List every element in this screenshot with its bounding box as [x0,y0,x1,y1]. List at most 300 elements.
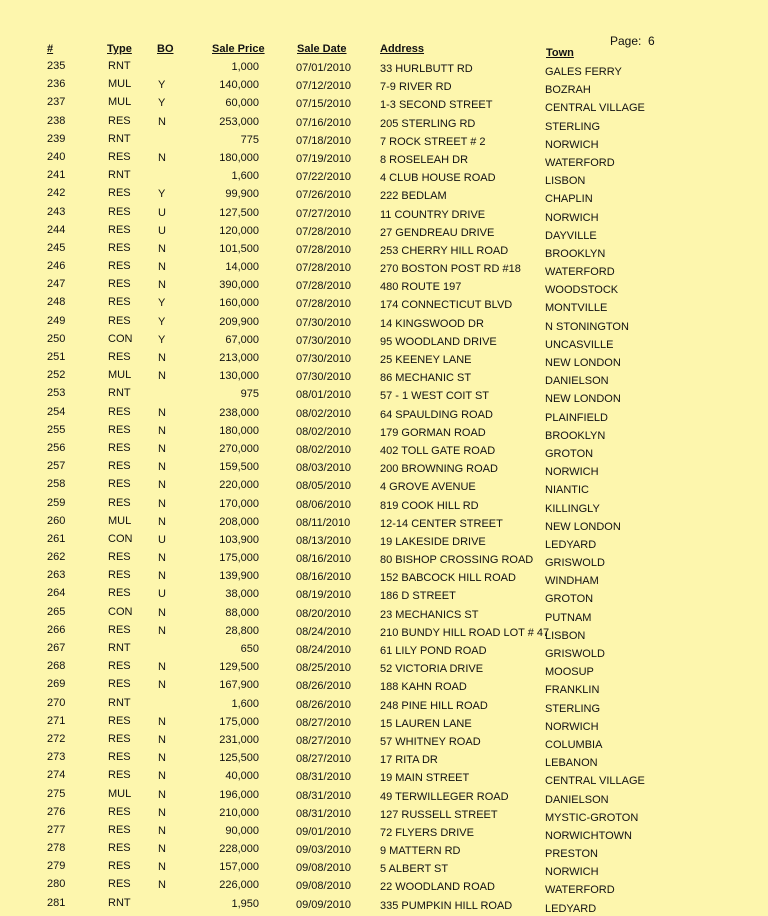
row-type: CON [108,332,133,345]
row-bo: N [158,624,166,637]
row-type: RES [108,878,131,891]
row-address: 27 GENDREAU DRIVE [380,226,495,239]
row-type: RES [108,805,131,818]
row-town: GRISWOLD [545,557,605,570]
row-sale-date: 07/28/2010 [296,298,352,311]
table-row [0,187,768,205]
row-town: NORWICH [545,466,599,479]
row-number: 238 [47,114,66,127]
row-address: 49 TERWILLEGER ROAD [380,790,509,803]
row-sale-price: 159,500 [219,461,259,474]
row-bo: N [158,442,166,455]
row-town: DANIELSON [545,375,609,388]
table-row [0,333,768,351]
row-bo: N [158,242,166,255]
table-row [0,151,768,169]
row-sale-date: 07/30/2010 [296,316,352,329]
row-address: 57 - 1 WEST COIT ST [380,390,490,403]
row-bo: Y [158,188,166,201]
row-type: RES [108,223,131,236]
row-address: 253 CHERRY HILL ROAD [380,244,509,257]
row-bo: N [158,752,166,765]
row-town: LEDYARD [545,538,597,551]
row-sale-price: 170,000 [219,497,259,510]
row-town: NORWICH [545,720,599,733]
row-address: 819 COOK HILL RD [380,499,479,512]
row-type: MUL [108,369,132,382]
row-number: 274 [47,769,66,782]
row-number: 243 [47,205,66,218]
table-row [0,842,768,860]
row-address: 57 WHITNEY ROAD [380,735,481,748]
table-row [0,733,768,751]
row-type: RES [108,769,131,782]
table-row [0,642,768,660]
row-town: GROTON [545,593,594,606]
row-number: 263 [47,569,66,582]
row-town: WATERFORD [545,156,615,169]
row-sale-date: 08/13/2010 [296,534,352,547]
row-number: 268 [47,660,66,673]
table-row [0,533,768,551]
table-row [0,678,768,696]
header-sale-date: Sale Date [297,43,347,55]
row-type: RES [108,842,131,855]
row-sale-date: 08/03/2010 [296,462,352,475]
table-row [0,315,768,333]
row-type: RES [108,314,131,327]
row-type: RES [108,423,131,436]
row-number: 239 [47,132,66,145]
row-sale-date: 07/28/2010 [296,280,352,293]
row-address: 15 LAUREN LANE [380,717,472,730]
row-number: 280 [47,878,66,891]
row-bo: N [158,843,166,856]
row-sale-price: 231,000 [219,733,259,746]
row-town: CENTRAL VILLAGE [545,775,645,788]
row-sale-price: 99,900 [225,188,259,201]
row-sale-price: 390,000 [219,279,259,292]
row-number: 237 [47,96,66,109]
row-address: 61 LILY POND ROAD [380,645,487,657]
row-sale-price: 210,000 [219,806,259,819]
row-number: 262 [47,551,66,564]
row-town: DANIELSON [545,793,609,806]
row-town: NEW LONDON [545,520,621,533]
row-number: 259 [47,496,66,509]
row-sale-price: 88,000 [225,606,259,619]
row-number: 241 [47,169,66,182]
row-town: UNCASVILLE [545,338,614,351]
row-number: 256 [47,441,66,454]
row-address: 14 KINGSWOOD DR [380,317,484,330]
table-row [0,460,768,478]
row-number: 246 [47,260,66,273]
row-sale-price: 90,000 [225,824,259,837]
row-address: 186 D STREET [380,590,456,603]
row-number: 277 [47,823,66,836]
row-town: PLAINFIELD [545,411,608,424]
row-type: RES [108,860,131,873]
table-row [0,424,768,442]
row-bo: Y [158,97,166,110]
table-row [0,387,768,405]
row-number: 281 [47,896,66,909]
row-town: WINDHAM [545,575,599,588]
row-address: 52 VICTORIA DRIVE [380,663,484,676]
table-row [0,788,768,806]
table-row [0,824,768,842]
row-sale-date: 08/27/2010 [296,734,352,747]
row-number: 260 [47,514,66,527]
sales-table-body [0,60,768,915]
row-type: RNT [108,387,131,400]
row-sale-price: 1,600 [231,697,259,710]
row-number: 253 [47,387,66,400]
row-number: 249 [47,314,66,327]
row-sale-date: 08/19/2010 [296,589,352,602]
header-num: # [47,43,54,55]
row-town: GROTON [545,447,594,460]
row-sale-price: 127,500 [219,206,259,219]
row-address: 23 MECHANICS ST [380,608,479,621]
row-number: 236 [47,78,66,91]
row-number: 252 [47,369,66,382]
row-town: FRANKLIN [545,684,600,697]
row-bo: N [158,679,166,692]
row-type: RNT [108,896,131,909]
row-sale-price: 14,000 [225,261,259,274]
row-sale-date: 08/06/2010 [296,498,352,511]
row-address: 72 FLYERS DRIVE [380,826,474,839]
row-address: 222 BEDLAM [380,190,447,203]
row-type: RES [108,441,131,454]
row-town: NORWICH [545,211,599,224]
row-address: 179 GORMAN ROAD [380,426,486,439]
row-sale-price: 28,800 [225,624,259,637]
row-bo: N [158,115,166,128]
table-row [0,442,768,460]
row-address: 248 PINE HILL ROAD [380,699,488,712]
row-address: 174 CONNECTICUT BLVD [380,299,513,312]
row-town: MONTVILLE [545,302,608,315]
row-bo: N [158,806,166,819]
row-type: RES [108,478,131,491]
row-number: 270 [47,696,66,709]
row-bo: N [158,661,166,674]
row-sale-date: 08/11/2010 [296,516,351,529]
row-type: RES [108,587,131,600]
row-number: 264 [47,587,66,600]
row-type: RES [108,351,131,363]
row-town: NORWICHTOWN [545,829,632,842]
row-town: COLUMBIA [545,738,603,751]
row-town: PRESTON [545,848,598,861]
row-sale-price: 208,000 [219,515,259,528]
row-sale-date: 07/22/2010 [296,171,352,184]
row-sale-date: 08/02/2010 [296,425,352,438]
row-type: CON [108,532,133,545]
row-sale-date: 08/16/2010 [296,571,352,584]
row-number: 279 [47,860,66,873]
header-town: Town [546,47,574,59]
row-number: 250 [47,332,66,345]
row-sale-price: 167,900 [219,679,259,692]
row-sale-price: 1,000 [231,61,259,73]
row-sale-date: 08/16/2010 [296,553,352,566]
row-number: 251 [47,351,66,363]
row-address: 127 RUSSELL STREET [380,808,498,821]
row-type: RES [108,296,131,309]
table-row [0,497,768,515]
row-bo: N [158,770,166,783]
row-sale-date: 08/26/2010 [296,680,352,693]
table-row [0,624,768,642]
row-sale-date: 08/31/2010 [296,789,352,802]
row-number: 273 [47,751,66,764]
row-sale-date: 09/09/2010 [296,898,352,911]
table-row [0,115,768,133]
row-town: NEW LONDON [545,357,621,369]
row-type: MUL [108,787,132,800]
table-row [0,769,768,787]
row-sale-price: 1,950 [231,897,259,910]
table-row [0,806,768,824]
row-bo: N [158,824,166,837]
row-type: RES [108,678,131,691]
table-row [0,897,768,915]
row-number: 271 [47,714,66,727]
row-type: MUL [108,514,132,527]
row-type: RES [108,623,131,636]
row-sale-price: 228,000 [219,843,259,856]
row-type: RES [108,751,131,764]
row-sale-date: 08/24/2010 [296,625,352,638]
row-bo: N [158,151,166,164]
header-sale-price: Sale Price [212,43,265,55]
row-sale-date: 08/27/2010 [296,716,352,729]
row-bo: U [158,533,166,546]
row-sale-price: 975 [240,388,259,401]
row-town: STERLING [545,702,601,715]
row-address: 188 KAHN ROAD [380,681,467,694]
row-town: GRISWOLD [545,648,605,660]
row-town: NORWICH [545,866,599,879]
row-sale-price: 157,000 [219,861,259,874]
row-sale-date: 07/30/2010 [296,334,352,347]
row-sale-date: 07/12/2010 [296,80,352,93]
table-row [0,351,768,369]
row-town: DAYVILLE [545,229,597,242]
row-bo: N [158,352,166,364]
header-type: Type [107,43,132,55]
row-address: 11 COUNTRY DRIVE [380,208,486,221]
row-town: LISBON [545,629,586,642]
row-bo: Y [158,315,166,328]
row-type: RNT [108,642,131,654]
table-row [0,60,768,78]
row-number: 247 [47,278,66,291]
row-sale-date: 08/27/2010 [296,753,352,766]
row-address: 205 STERLING RD [380,117,476,130]
row-address: 200 BROWNING ROAD [380,463,498,476]
row-address: 210 BUNDY HILL ROAD LOT # 47 [380,626,550,639]
row-sale-date: 09/01/2010 [296,825,352,838]
row-bo: U [158,224,166,237]
row-number: 235 [47,60,66,72]
row-sale-price: 270,000 [219,442,259,455]
row-number: 242 [47,187,66,200]
row-sale-date: 07/28/2010 [296,243,352,256]
row-sale-price: 139,900 [219,570,259,583]
row-address: 152 BABCOCK HILL ROAD [380,572,516,585]
row-number: 244 [47,223,66,236]
table-row [0,242,768,260]
row-address: 5 ALBERT ST [380,863,449,876]
row-town: PUTNAM [545,611,592,624]
header-address: Address [380,43,425,55]
row-address: 22 WOODLAND ROAD [380,881,495,894]
row-sale-price: 775 [240,133,259,146]
row-town: N STONINGTON [545,320,629,333]
table-row [0,369,768,387]
row-type: RNT [108,60,131,72]
row-town: GALES FERRY [545,66,622,78]
row-type: MUL [108,78,132,91]
row-sale-price: 40,000 [225,770,259,783]
row-address: 7-9 RIVER RD [380,81,452,94]
row-address: 270 BOSTON POST RD #18 [380,263,521,276]
row-number: 267 [47,642,66,654]
row-town: CHAPLIN [545,193,593,206]
table-row [0,260,768,278]
row-sale-price: 130,000 [219,370,259,383]
row-address: 80 BISHOP CROSSING ROAD [380,554,534,567]
row-address: 95 WOODLAND DRIVE [380,335,497,348]
row-sale-date: 08/05/2010 [296,480,352,493]
row-town: STERLING [545,120,601,133]
row-sale-price: 101,500 [219,242,259,255]
row-type: CON [108,605,133,618]
row-type: RES [108,660,131,673]
page-number: 6 [648,34,655,48]
row-bo: N [158,370,166,383]
row-type: RNT [108,132,131,145]
table-row [0,878,768,896]
row-type: RNT [108,169,131,182]
row-town: MOOSUP [545,666,594,679]
table-row [0,587,768,605]
table-row [0,715,768,733]
row-type: RNT [108,696,131,709]
row-sale-date: 07/26/2010 [296,189,352,202]
row-town: LEBANON [545,757,598,770]
row-number: 258 [47,478,66,491]
row-address: 86 MECHANIC ST [380,372,472,385]
row-sale-price: 60,000 [225,97,259,110]
row-sale-price: 196,000 [219,788,259,801]
row-town: WATERFORD [545,884,615,897]
row-sale-date: 07/19/2010 [296,152,352,165]
row-type: RES [108,405,131,418]
row-sale-date: 07/18/2010 [296,134,352,147]
table-row [0,860,768,878]
row-sale-price: 253,000 [219,115,259,128]
row-address: 19 MAIN STREET [380,772,470,785]
row-number: 240 [47,150,66,163]
row-sale-date: 09/08/2010 [296,880,352,893]
row-bo: Y [158,297,166,310]
row-sale-date: 08/25/2010 [296,662,352,675]
row-bo: N [158,552,166,565]
row-type: RES [108,114,131,127]
row-address: 25 KEENEY LANE [380,354,472,366]
row-type: RES [108,823,131,836]
row-number: 254 [47,405,66,418]
row-number: 278 [47,842,66,855]
row-address: 9 MATTERN RD [380,845,461,858]
row-address: 335 PUMPKIN HILL ROAD [380,899,513,912]
row-bo: N [158,515,166,528]
row-address: 402 TOLL GATE ROAD [380,444,496,457]
row-town: LISBON [545,175,586,188]
row-address: 33 HURLBUTT RD [380,63,473,75]
row-type: RES [108,187,131,200]
row-sale-price: 175,000 [219,715,259,728]
row-address: 12-14 CENTER STREET [380,517,503,530]
table-row [0,78,768,96]
table-row [0,660,768,678]
row-town: MYSTIC-GROTON [545,811,639,824]
row-sale-date: 08/01/2010 [296,389,352,402]
row-bo: N [158,570,166,583]
row-sale-date: 09/03/2010 [296,844,352,857]
row-type: RES [108,496,131,509]
row-sale-date: 07/01/2010 [296,62,352,74]
row-type: RES [108,732,131,745]
table-row [0,296,768,314]
row-bo: N [158,261,166,274]
table-row [0,551,768,569]
row-sale-date: 08/02/2010 [296,443,352,456]
row-town: LEDYARD [545,902,597,915]
row-sale-price: 180,000 [219,151,259,164]
row-sale-date: 07/30/2010 [296,353,352,365]
table-row [0,751,768,769]
row-address: 4 GROVE AVENUE [380,481,476,494]
row-number: 257 [47,460,66,473]
row-sale-date: 07/28/2010 [296,262,352,275]
table-row [0,169,768,187]
row-sale-date: 08/26/2010 [296,698,352,711]
row-number: 272 [47,732,66,745]
table-row [0,515,768,533]
row-town: WATERFORD [545,266,615,279]
row-sale-date: 08/31/2010 [296,771,352,784]
row-town: NEW LONDON [545,393,621,406]
table-row [0,569,768,587]
row-town: WOODSTOCK [545,284,619,297]
row-sale-price: 67,000 [225,333,259,346]
row-bo: N [158,606,166,619]
row-bo: N [158,424,166,437]
row-town: NIANTIC [545,484,589,497]
row-town: NORWICH [545,138,599,151]
table-row [0,478,768,496]
row-number: 245 [47,241,66,254]
table-row [0,133,768,151]
row-bo: N [158,406,166,419]
